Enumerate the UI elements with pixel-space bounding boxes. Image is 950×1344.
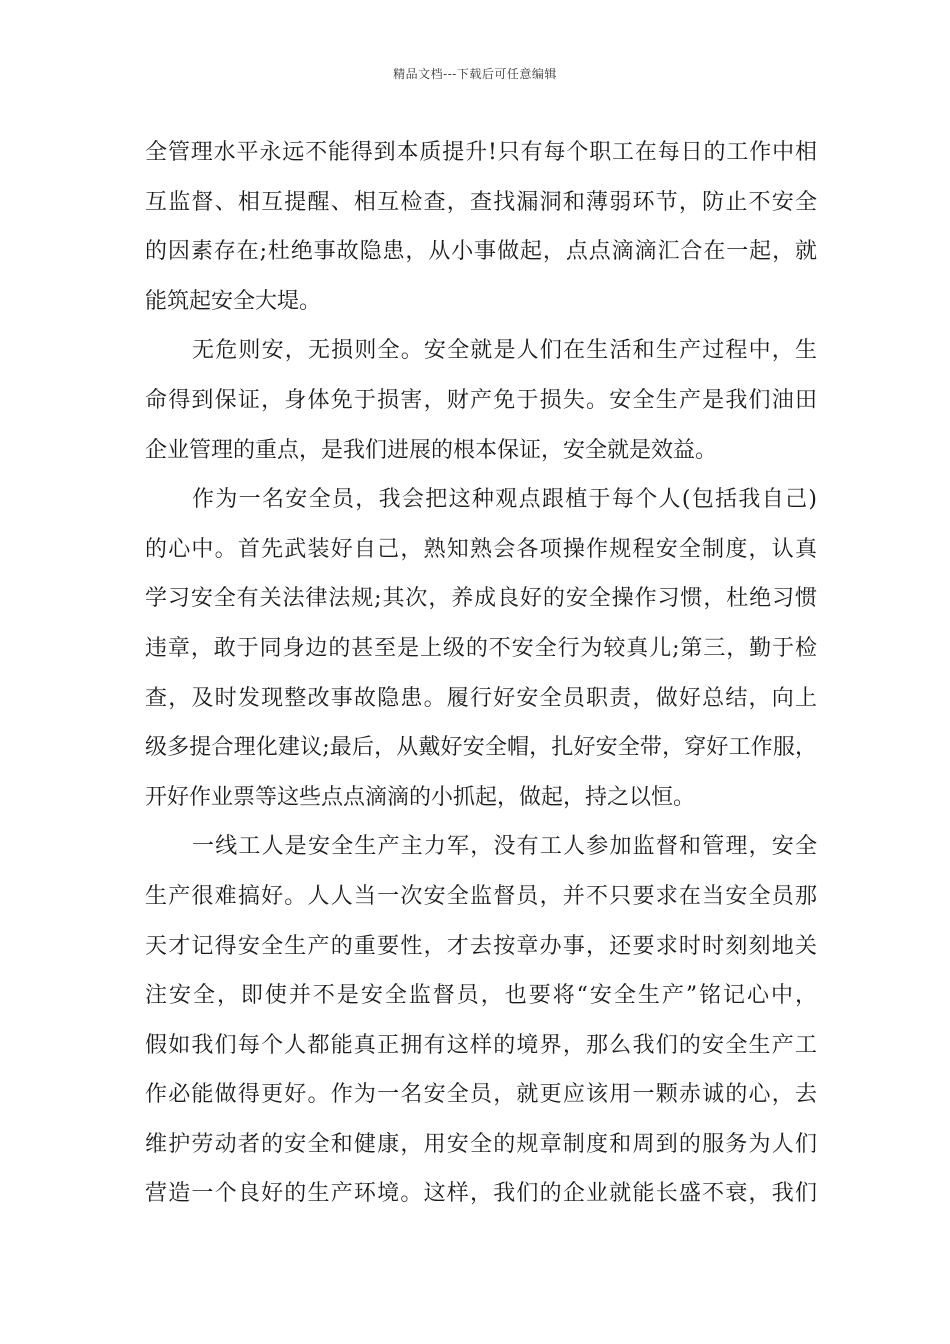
text-line: 查，及时发现整改事故隐患。履行好安全员职责，做好总结，向上	[145, 685, 817, 711]
text-line: 营造一个良好的生产环境。这样，我们的企业就能长盛不衰，我们	[145, 1181, 817, 1207]
text-line: 命得到保证，身体免于损害，财产免于损失。安全生产是我们油田	[145, 387, 817, 413]
text-line: 一线工人是安全生产主力军，没有工人参加监督和管理，安全	[192, 834, 817, 860]
text-line: 学习安全有关法律法规;其次，养成良好的安全操作习惯，杜绝习惯	[145, 586, 817, 612]
text-line: 的因素存在;杜绝事故隐患，从小事做起，点点滴滴汇合在一起，就	[145, 239, 817, 265]
text-line: 注安全，即使并不是安全监督员，也要将“安全生产”铭记心中，	[145, 983, 817, 1009]
text-line: 无危则安，无损则全。安全就是人们在生活和生产过程中，生	[192, 338, 817, 364]
text-line: 维护劳动者的安全和健康，用安全的规章制度和周到的服务为人们	[145, 1131, 817, 1157]
text-line: 的心中。首先武装好自己，熟知熟会各项操作规程安全制度，认真	[145, 536, 817, 562]
document-body	[145, 128, 817, 1219]
page-header: 精品文档---下载后可任意编辑	[393, 67, 557, 81]
text-line: 天才记得安全生产的重要性，才去按章办事，还要求时时刻刻地关	[145, 933, 817, 959]
text-line: 作必能做得更好。作为一名安全员，就更应该用一颗赤诚的心，去	[145, 1082, 817, 1108]
text-line: 开好作业票等这些点点滴滴的小抓起，做起，持之以恒。	[145, 784, 696, 810]
text-line: 全管理水平永远不能得到本质提升!只有每个职工在每日的工作中相	[145, 140, 817, 165]
text-line: 违章，敢于同身边的甚至是上级的不安全行为较真儿;第三，勤于检	[145, 635, 817, 661]
text-line: 生产很难搞好。人人当一次安全监督员，并不只要求在当安全员那	[145, 883, 817, 909]
text-line: 企业管理的重点，是我们进展的根本保证，安全就是效益。	[145, 437, 718, 463]
text-line: 级多提合理化建议;最后，从戴好安全帽，扎好安全带，穿好工作服，	[145, 735, 817, 761]
text-line: 能筑起安全大堤。	[145, 288, 322, 314]
text-line: 作为一名安全员，我会把这种观点跟植于每个人(包括我自己)	[192, 487, 817, 513]
text-line: 互监督、相互提醒、相互检查，查找漏洞和薄弱环节，防止不安全	[145, 189, 817, 215]
text-line: 假如我们每个人都能真正拥有这样的境界，那么我们的安全生产工	[145, 1032, 817, 1058]
